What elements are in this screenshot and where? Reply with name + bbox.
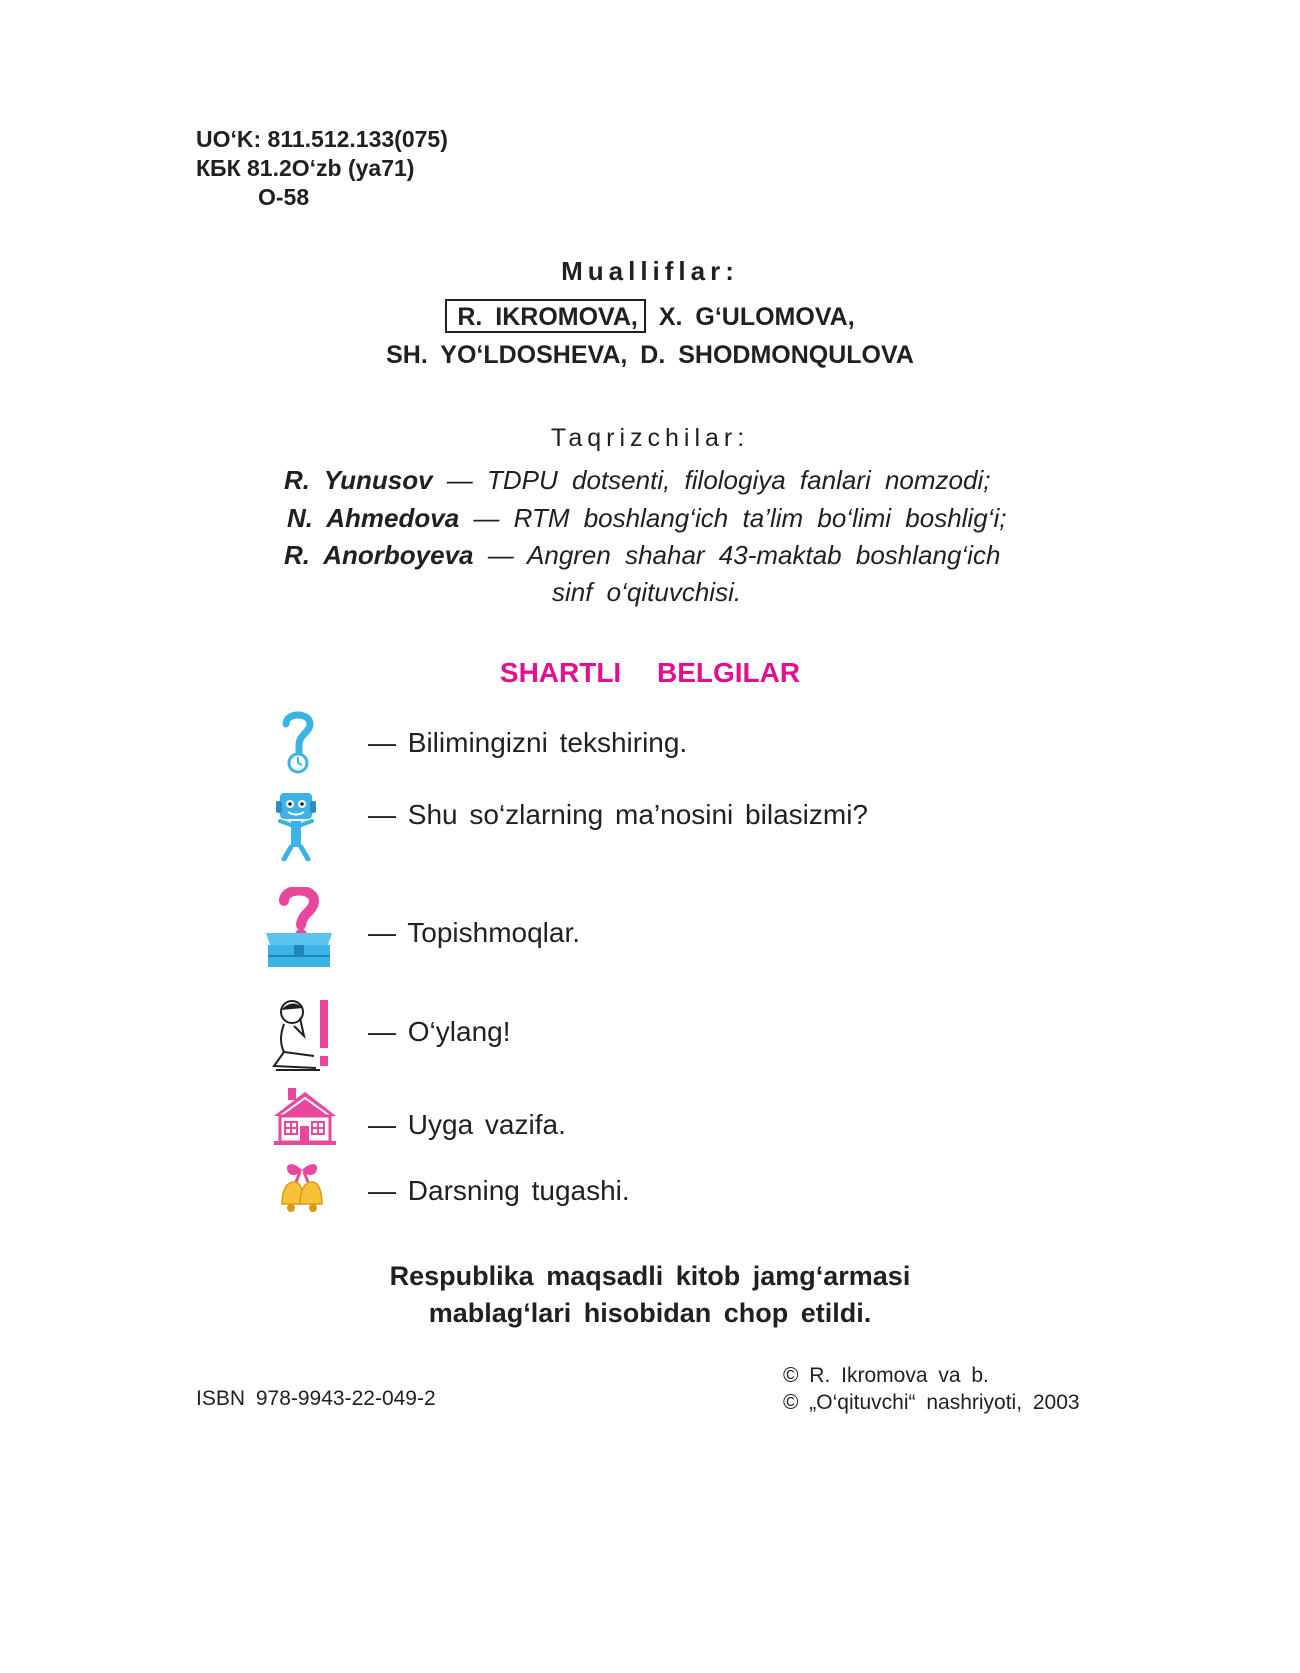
- legend-item-text: — Uyga vazifa.: [368, 1109, 566, 1140]
- reviewer-line: [287, 503, 1006, 534]
- reviewer-desc: — Angren shahar 43-maktab boshlang‘ich: [473, 540, 1001, 570]
- legend-item-text: — Topishmoqlar.: [368, 917, 581, 948]
- question-clock-icon: [278, 710, 318, 779]
- legend-item-text: — Shu so‘zlarning ma’nosini bilasizmi?: [368, 799, 868, 830]
- isbn: ISBN 978-9943-22-049-2: [196, 1387, 436, 1410]
- authors-line-1-rest: X. G‘ULOMOVA,: [658, 303, 855, 331]
- legend-item-text: — Darsning tugashi.: [368, 1175, 630, 1206]
- copyright-line-2: © „O‘qituvchi“ nashriyoti, 2003: [783, 1391, 1080, 1414]
- reviewer-line: [284, 540, 1000, 571]
- reviewer-name: R. Yunusov: [284, 465, 433, 495]
- authors-line-2: SH. YO‘LDOSHEVA, D. SHODMONQULOVA: [386, 341, 914, 369]
- funding-note-line-2: mablag‘lari hisobidan chop etildi.: [428, 1298, 872, 1328]
- copyright-line-1: © R. Ikromova va b.: [783, 1364, 989, 1387]
- authors-heading: Mualliflar:: [561, 256, 739, 286]
- bells-icon: [276, 1158, 328, 1219]
- house-icon: [272, 1086, 338, 1151]
- legend-title: SHARTLI BELGILAR: [499, 657, 801, 688]
- book-code: O-58: [258, 184, 310, 210]
- legend-item-text: — O‘ylang!: [368, 1016, 511, 1047]
- reviewer-name: N. Ahmedova: [287, 503, 460, 533]
- reviewer-name: R. Anorboyeva: [284, 540, 474, 570]
- udc-code: UO‘K: 811.512.133(075): [196, 126, 448, 152]
- reviewer-line: [284, 465, 990, 496]
- reviewer-continuation: sinf o‘qituvchisi.: [552, 577, 742, 607]
- reviewer-desc: — RTM boshlang‘ich ta’lim bo‘limi boshlig‘i;: [459, 503, 1007, 533]
- legend-item-text: — Bilimingizni tekshiring.: [368, 727, 688, 758]
- boxed-author: R. IKROMOVA,: [445, 299, 646, 333]
- bbk-code: КБК 81.2O‘zb (ya71): [196, 155, 415, 181]
- thinking-boy-icon: [270, 996, 336, 1081]
- funding-note-line-1: Respublika maqsadli kitob jamg‘armasi: [389, 1261, 911, 1291]
- robot-icon: [272, 791, 320, 866]
- question-chest-icon: [262, 887, 336, 976]
- reviewers-heading: Taqrizchilar:: [550, 424, 750, 452]
- authors-line-1: [0, 303, 1300, 332]
- reviewer-desc: — TDPU dotsenti, filologiya fanlari nomzodi;: [432, 465, 991, 495]
